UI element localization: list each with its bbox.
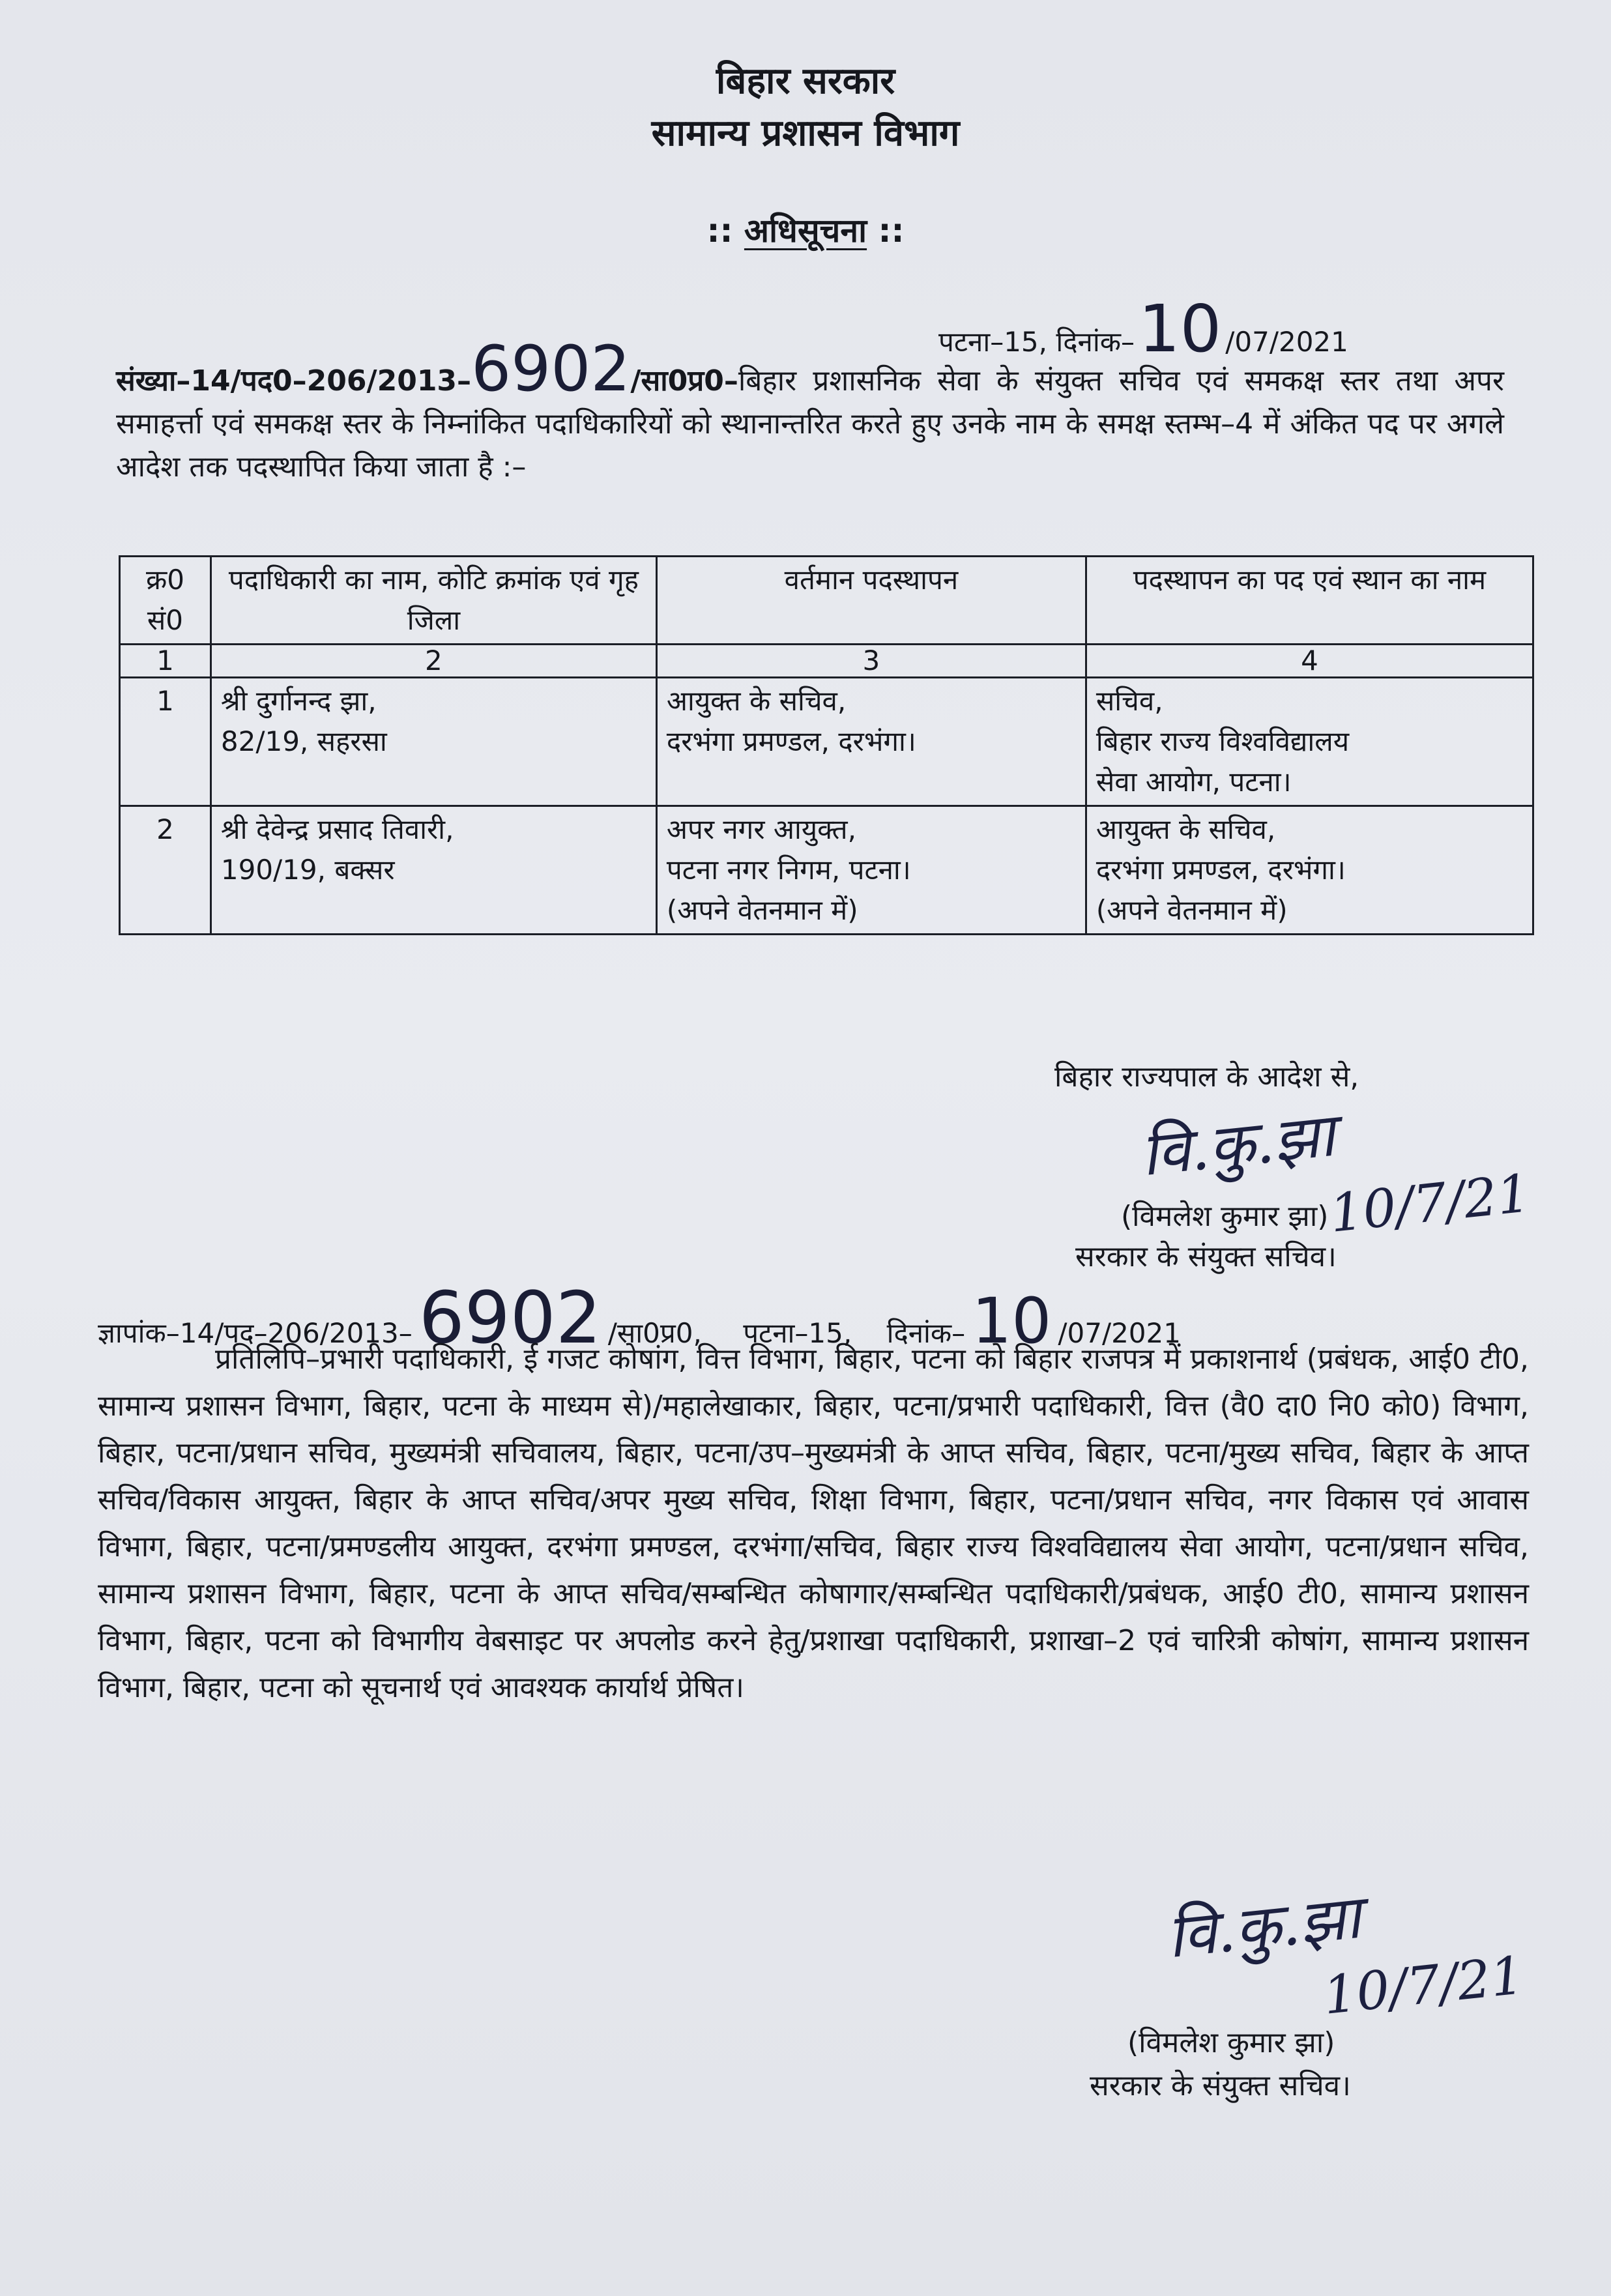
table-header: पदाधिकारी का नाम, कोटि क्रमांक एवं गृह जिला <box>210 557 656 645</box>
department-title: सामान्य प्रशासन विभाग <box>651 112 960 154</box>
signatory-name-2: (विमलेश कुमार झा) <box>1127 2026 1335 2059</box>
current-posting-cell: आयुक्त के सचिव, दरभंगा प्रमण्डल, दरभंगा। <box>656 678 1086 806</box>
signature-2: वि.कु.झा <box>1163 1882 1364 1972</box>
table-row <box>120 678 1533 806</box>
governor-order-line: बिहार राज्यपाल के आदेश से, <box>1054 1060 1359 1094</box>
officer-cell: श्री दुर्गानन्द झा, 82/19, सहरसा <box>210 678 656 806</box>
handwritten-memo-number: 6902 <box>418 1276 602 1359</box>
handwritten-memo-day: 10 <box>972 1285 1052 1358</box>
signature-1-date: 10/7/21 <box>1326 1163 1533 1244</box>
memo-line: ज्ञापांक–14/पद–206/2013–6902 /सा0प्र0, पटना–15, दिनांक– 10 /07/2021 <box>98 1276 1181 1359</box>
table-header: क्र0 सं0 <box>120 557 211 645</box>
signature-2-date: 10/7/21 <box>1320 1945 1527 2026</box>
table-header-row <box>120 557 1533 645</box>
column-number-row: 1 2 3 4 <box>120 645 1533 678</box>
serial-cell: 2 <box>120 806 211 935</box>
transfer-table <box>119 555 1534 935</box>
table-header: वर्तमान पदस्थापन <box>656 557 1086 645</box>
order-paragraph: संख्या–14/पद0–206/2013–6902/सा0प्र0–बिहार प्रशासनिक सेवा के संयुक्त सचिव एवं समकक्ष स्तर तथा अपर समाहर्त्ता एवं समकक्ष स्तर के निम्नांकित पदाधिकारियों को स्थानान्तरित करते हुए उनके नाम के समक्ष स्तम्भ–4 में अंकित पद पर अगले आदेश तक पदस्थापित किया जाता है :– <box>116 332 1504 484</box>
signatory-designation-1: सरकार के संयुक्त सचिव। <box>1075 1240 1337 1273</box>
new-posting-cell: आयुक्त के सचिव, दरभंगा प्रमण्डल, दरभंगा। (अपने वेतनमान में) <box>1086 806 1533 935</box>
table-header: पदस्थापन का पद एवं स्थान का नाम <box>1086 557 1533 645</box>
new-posting-cell: सचिव, बिहार राज्य विश्वविद्यालय सेवा आयोग, पटना। <box>1086 678 1533 806</box>
signatory-designation-2: सरकार के संयुक्त सचिव। <box>1090 2069 1351 2102</box>
handwritten-day: 10 <box>1138 291 1222 367</box>
date-line: पटना–15, दिनांक–10 /07/2021 <box>938 291 1348 367</box>
handwritten-order-number: 6902 <box>471 332 631 405</box>
notification-title: अधिसूचना <box>744 212 867 250</box>
govt-title: बिहार सरकार <box>716 60 895 102</box>
table-row <box>120 806 1533 935</box>
signature-1: वि.कु.झा <box>1137 1099 1338 1190</box>
officer-cell: श्री देवेन्द्र प्रसाद तिवारी, 190/19, बक्सर <box>210 806 656 935</box>
notification-heading: :: अधिसूचना :: <box>706 212 905 250</box>
signatory-name-1: (विमलेश कुमार झा) <box>1121 1200 1329 1233</box>
serial-cell: 1 <box>120 678 211 806</box>
current-posting-cell: अपर नगर आयुक्त, पटना नगर निगम, पटना। (अपने वेतनमान में) <box>656 806 1086 935</box>
copy-distribution-paragraph: प्रतिलिपि–प्रभारी पदाधिकारी, ई गजट कोषांग, वित्त विभाग, बिहार, पटना को बिहार राजपत्र में प्रकाशनार्थ (प्रबंधक, आई0 टी0, सामान्य प्रशासन विभाग, बिहार, पटना के माध्यम से)/महालेखाकार, बिहार, पटना/प्रभारी पदाधिकारी, वित्त (वै0 दा0 नि0 को0) विभाग, बिहार, पटना/प्रधान सचिव, मुख्यमंत्री सचिवालय, बिहार, पटना/उप–मुख्यमंत्री के आप्त सचिव, बिहार, पटना/मुख्य सचिव, बिहार के आप्त सचिव/विकास आयुक्त, बिहार के आप्त सचिव/अपर मुख्य सचिव, शिक्षा विभाग, बिहार, पटना/प्रधान सचिव, नगर विकास एवं आवास विभाग, बिहार, पटना/प्रमण्डलीय आयुक्त, दरभंगा प्रमण्डल, दरभंगा/सचिव, बिहार राज्य विश्वविद्यालय सेवा आयोग, पटना/प्रधान सचिव, सामान्य प्रशासन विभाग, बिहार, पटना के आप्त सचिव/सम्बन्धित कोषागार/सम्बन्धित पदाधिकारी/प्रबंधक, आई0 टी0, सामान्य प्रशासन विभाग, बिहार, पटना को विभागीय वेबसाइट पर अपलोड करने हेतु/प्रशाखा पदाधिकारी, प्रशाखा–2 एवं चारित्री कोषांग, सामान्य प्रशासन विभाग, बिहार, पटना को सूचनार्थ एवं आवश्यक कार्यार्थ प्रेषित। <box>98 1343 1530 1704</box>
